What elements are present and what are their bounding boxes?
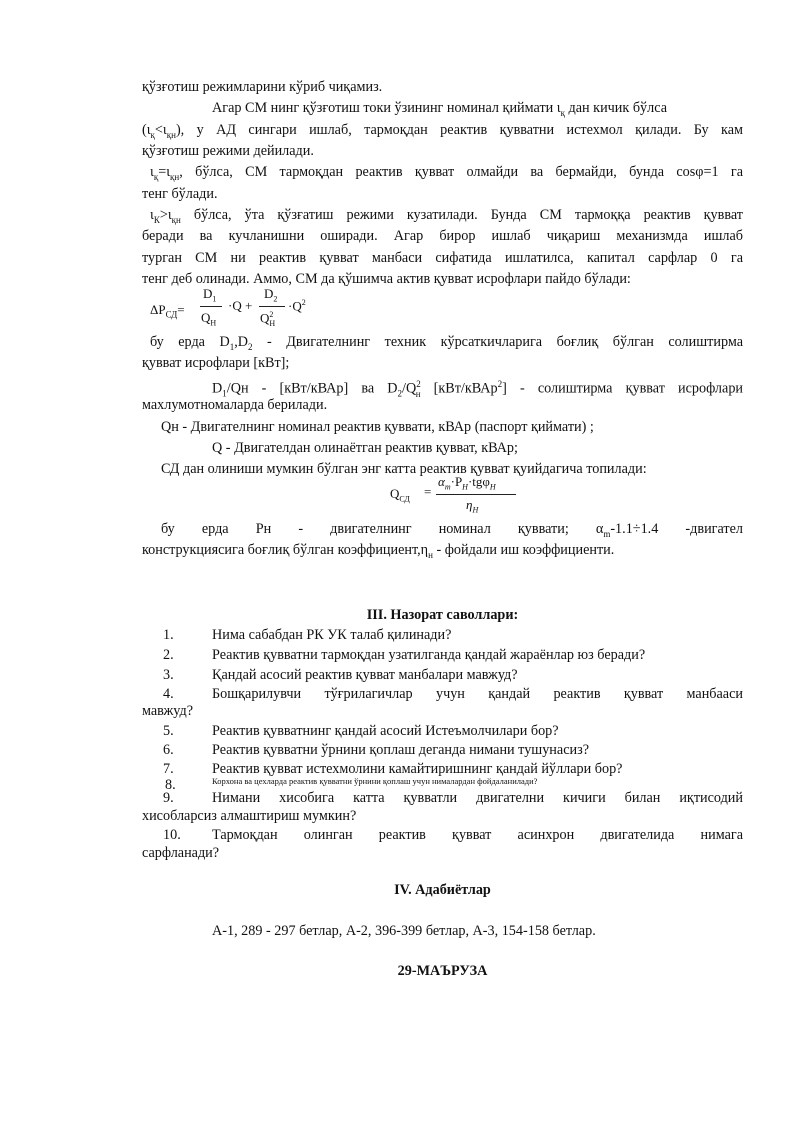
question-number: 6. — [163, 742, 174, 758]
question-text: Корхона ва цехларда реактив қувватни ўрнини қоплаш учун нималардан фойдаланилади? — [212, 776, 538, 786]
question-text: Реактив қувват истехмолини камайтиришнинг қандай йўллари бор? — [212, 761, 623, 777]
question-number: 8. — [165, 777, 176, 793]
question-number: 5. — [163, 723, 174, 739]
text-line: турган СМ ни реактив қувват манбаси сифатида ишлатилса, капитал сарфлар 0 га — [142, 250, 743, 266]
text-line: қўзғотиш режими дейилади. — [142, 143, 314, 159]
question-number: 1. — [163, 627, 174, 643]
lecture-title: 29-МАЪРУЗА — [397, 963, 488, 979]
document-page: қўзғотиш режимларини кўриб чиқамиз. Агар СМ нинг қўзғотиш токи ўзининг номинал қиймати $\iota_қ$ дан кичик бўлса $(\iota_қ<\iota_{қн})$, у АД сингари ишлаб, тармоқдан реактив қувватни истехмол қилади. Бу кам қўзғотиш режими дейилади. $\iota_қ=\iota_{қн}$, бўлса, СМ тармоқдан реактив қувват олмайди ва бермайди, бунда cosφ=1 га тенг бўлади. $\iota_К>\iota_{қн}$ бўлса, ўта қўзғатиш режими кузатилади. Бунда СМ тармоққа реактив қувват беради ва кучланишни оширади. Агар бирор ишлаб чиқариш механизмда ишлаб турган СМ ни реактив қувват манбаси сифатида ишлатилса, капитал сарфлар 0 га тенг деб олинади. Аммо, СМ да қўшимча актив қувват исрофлари пайдо бўлади: $\Delta P_{СД}=$ $D_1$ $Q_Н$ ·Q + $D_2$ $Q^2_Н$ $\cdot Q^2$ бу ерда $D_1,D_2$ - Двигателнинг техник кўрсаткичларига боғлиқ бўлган солиштирма қувват исрофлари [кВт]; $D_1/Qн$ - [кВт/кВАр] ва $D_2/Q^2_н$ [кВт/кВАр$^2$] - солиштирма қувват исрофлари махлумотномаларда берилади. Qн - Двигателнинг номинал реактив қуввати, кВАр (паспорт қиймати) ; Q - Двигателдан олинаётган реактив қувват, кВАр; СД дан олиниши мумкин бўлган энг катта реактив қувват қуийдагича топилади: $Q_{СД}$ = $\alpha_m\cdot P_Н\cdot tg\varphi_Н$ $\eta_Н$ бу ерда Рн - двигателнинг номинал қуввати; $\alpha_m-1.1\div 1.4$ -двигател конструкциясига боғлиқ бўлган $коэффициент,\eta_н$ - фойдали иш коэффициенти. III. Назорат саволлари: 1. Нима сабабдан РК УК талаб қилинади? 2. Реактив қувватни тармоқдан узатилганда қандай жараёнлар юз беради? 3. Қандай асосий реактив қувват манбалари мавжуд? 4. Бошқарилувчи тўғрилагичлар учун қандай реактив қувват манбааси мавжуд? 5. Реактив қувватнинг қандай асосий Истеъмолчилари бор? 6. Реактив қувватни ўрнини қоплаш деганда нимани тушунасиз? 7. Реактив қувват истехмолини камайтиришнинг қандай йўллари бор? 8. Корхона ва цехларда реактив қувватни ўрнини қоплаш учун нималардан фойдаланилади? 9. Нимани хисобига катта қувватли двигателни кичиги билан иқтисодий хисобларсиз алмаштириш мумкин? 10. Тармоқдан олинган реактив қувват асинхрон двигателида нимага сарфланади? IV. Адабиётлар А-1, 289 - 297 бетлар, А-2, 396-399 бетлар, А-3, 154-158 бетлар. 29-МАЪРУЗА — [142, 79, 743, 979]
text-line: беради ва кучланишни оширади. Агар бирор ишлаб чиқариш механизмда ишлаб — [142, 228, 743, 244]
question-text-continued: мавжуд? — [142, 703, 193, 719]
question-number: 3. — [163, 667, 174, 683]
question-text: Нимани хисобига катта қувватли двигателни кичиги билан иқтисодий — [212, 790, 743, 806]
question-text: Реактив қувватнинг қандай асосий Истеъмолчилари бор? — [212, 723, 559, 739]
text-line: махлумотномаларда берилади. — [142, 397, 328, 413]
text-line: Qн - Двигателнинг номинал реактив қуввати, кВАр (паспорт қиймати) ; — [161, 419, 594, 435]
section-title: IV. Адабиётлар — [394, 882, 491, 898]
text-line: бу ерда $D_1,D_2$ - Двигателнинг техник кўрсаткичларига боғлиқ бўлган солиштирма — [150, 334, 743, 352]
references: А-1, 289 - 297 бетлар, А-2, 396-399 бетлар, А-3, 154-158 бетлар. — [212, 923, 596, 939]
text-line: бу ерда Рн - двигателнинг номинал қуввати; $\alpha_m-1.1\div 1.4$ -двигател — [161, 521, 743, 539]
text-line: қувват исрофлари [кВт]; — [142, 355, 290, 371]
question-text: Нима сабабдан РК УК талаб қилинади? — [212, 627, 452, 643]
question-text: Реактив қувватни тармоқдан узатилганда қандай жараёнлар юз беради? — [212, 647, 646, 663]
question-text-continued: сарфланади? — [142, 845, 220, 861]
text-line: тенг бўлади. — [142, 186, 218, 202]
text-line: Q - Двигателдан олинаётган реактив қувват, кВАр; — [212, 440, 518, 456]
text-line: $\iota_К>\iota_{қн}$ бўлса, ўта қўзғатиш режими кузатилади. Бунда СМ тармоққа реактив қувват — [150, 207, 743, 225]
text-line: Агар СМ нинг қўзғотиш токи ўзининг номинал қиймати $\iota_қ$ дан кичик бўлса — [212, 100, 667, 118]
question-text: Тармоқдан олинган реактив қувват асинхрон двигателида нимага — [212, 827, 743, 843]
text-line: $\iota_қ=\iota_{қн}$, бўлса, СМ тармоқдан реактив қувват олмайди ва бермайди, бунда cosφ=1 га — [150, 164, 743, 182]
question-number: 10. — [163, 827, 181, 843]
question-number: 2. — [163, 647, 174, 663]
question-text: Қандай асосий реактив қувват манбалари мавжуд? — [212, 667, 518, 683]
question-text-continued: хисобларсиз алмаштириш мумкин? — [142, 808, 357, 824]
question-number: 7. — [163, 761, 174, 777]
text-line: $D_1/Qн$ - [кВт/кВАр] ва $D_2/Q^2_н$ [кВт/кВАр$^2$] - солиштирма қувват исрофлари — [212, 379, 743, 399]
text-line: СД дан олиниши мумкин бўлган энг катта реактив қувват қуийдагича топилади: — [161, 461, 647, 477]
question-number: 4. — [163, 686, 174, 702]
section-title: III. Назорат саволлари: — [366, 607, 519, 623]
question-text: Бошқарилувчи тўғрилагичлар учун қандай реактив қувват манбааси — [212, 686, 743, 702]
text-line: тенг деб олинади. Аммо, СМ да қўшимча актив қувват исрофлари пайдо бўлади: — [142, 271, 631, 287]
text-line: конструкциясига боғлиқ бўлган $коэффициент,\eta_н$ - фойдали иш коэффициенти. — [142, 542, 615, 560]
text-line: қўзғотиш режимларини кўриб чиқамиз. — [142, 79, 383, 95]
text-line: $(\iota_қ<\iota_{қн})$, у АД сингари ишлаб, тармоқдан реактив қувватни истехмол қилади. Бу кам — [142, 122, 743, 140]
question-number: 9. — [163, 790, 174, 806]
question-text: Реактив қувватни ўрнини қоплаш деганда нимани тушунасиз? — [212, 742, 589, 758]
